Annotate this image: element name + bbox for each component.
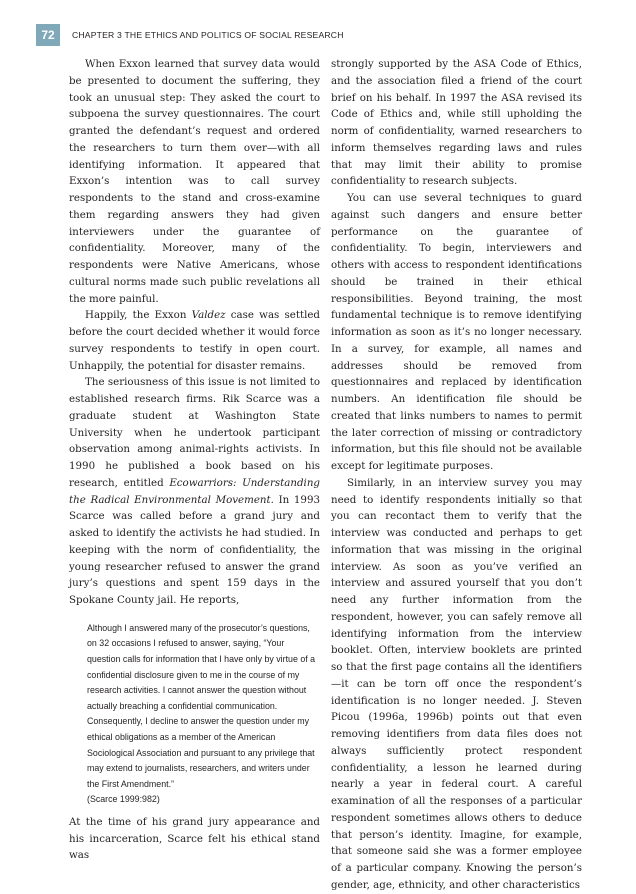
page-number: 72 <box>36 24 60 46</box>
italic-title: Ecowarriors: Understanding the Radical Environmental Movement. <box>69 476 320 506</box>
paragraph: Similarly, in an interview survey you may need to identify respondents initially so that you can recontact them to verify that the interview was conducted and perhaps to get information that was missing in the original interview. As soon as you’ve verified an interview and assured yourself that you don’t need any further information from the respondent, however, you can safely remove all identifying information from the interview booklet. Often, interview booklets are printed so that the first page contains all the identifiers—it can be torn off once the respondent’s identification is no longer needed. J. Steven Picou (1996a, 1996b) points out that even removing identifiers from data files does not always sufficiently protect respondent confidentiality, a lesson he learned during nearly a year in federal court. A careful examination of all the responses of a particular respondent sometimes allows others to deduce that person’s identity. Imagine, for example, that someone said she was a former employee of a particular company. Knowing the person’s gender, age, ethnicity, and other characteristics <box>331 476 582 891</box>
italic-title: Valdez <box>191 309 226 322</box>
left-column <box>69 56 320 864</box>
paragraph: Happily, the Exxon Valdez case was settled before the court decided whether it would force survey respondents to testify in open court. Unhappily, the potential for disaster remains. <box>69 309 320 372</box>
paragraph: You can use several techniques to guard against such dangers and ensure better performance on the guarantee of confidentiality. To begin, interviewers and others with access to respondent identifications should be trained in their ethical responsibilities. Beyond training, the most fundamental technique is to remove identifying information as soon as it’s no longer necessary. In a survey, for example, all names and addresses should be removed from questionnaires and replaced by identification numbers. An identification file should be created that links numbers to names to permit the later correction of missing or contradictory information, but this file should not be available except for legitimate purposes. <box>331 192 582 472</box>
paragraph: strongly supported by the ASA Code of Ethics, and the association filed a friend of the court brief on his behalf. In 1997 the ASA revised its Code of Ethics and, while still upholding the norm of confidentiality, warned researchers to inform themselves regarding laws and rules that may limit their ability to promise confidentiality to research subjects. <box>331 58 582 188</box>
paragraph: At the time of his grand jury appearance and his incarceration, Scarce felt his ethical stand was <box>69 815 320 862</box>
right-column <box>331 56 582 894</box>
quote-text: Although I answered many of the prosecutor’s questions, on 32 occasions I refused to answer, saying, “Your question calls for information that I have only by virtue of a confidential disclosure given to me in the course of my research activities. I cannot answer the question without actually breaching a confidential communication. Consequently, I decline to answer the question under my ethical obligations as a member of the American Sociological Association and pursuant to any privilege that may extend to journalists, researchers, and writers under the First Amendment.” <box>87 622 316 789</box>
block-quote <box>87 621 320 808</box>
paragraph: The seriousness of this issue is not limited to established research firms. Rik Scarce was a graduate student at Washington State University when he undertook participant observation among animal-rights activists. In 1990 he published a book based on his research, entitled Ecowarriors: Understanding the Radical Environmental Movement. In 1993 Scarce was called before a grand jury and asked to identify the activists he had studied. In keeping with the norm of confidentiality, the young researcher refused to answer the grand jury’s questions and spent 159 days in the Spokane County jail. He reports, <box>69 376 320 606</box>
page-header <box>0 24 636 46</box>
running-head: CHAPTER 3 THE ETHICS AND POLITICS OF SOCIAL RESEARCH <box>72 30 344 40</box>
quote-citation: (Scarce 1999:982) <box>87 794 160 805</box>
paragraph: When Exxon learned that survey data would be presented to document the suffering, they took an unusual step: They asked the court to subpoena the survey questionnaires. The court granted the defendant’s request and ordered the researchers to turn them over—with all identifying information. It appeared that Exxon’s intention was to call survey respondents to the stand and cross-examine them regarding answers they had given interviewers under the guarantee of confidentiality. Moreover, many of the respondents were Native Americans, whose cultural norms made such public revelations all the more painful. <box>69 58 320 305</box>
